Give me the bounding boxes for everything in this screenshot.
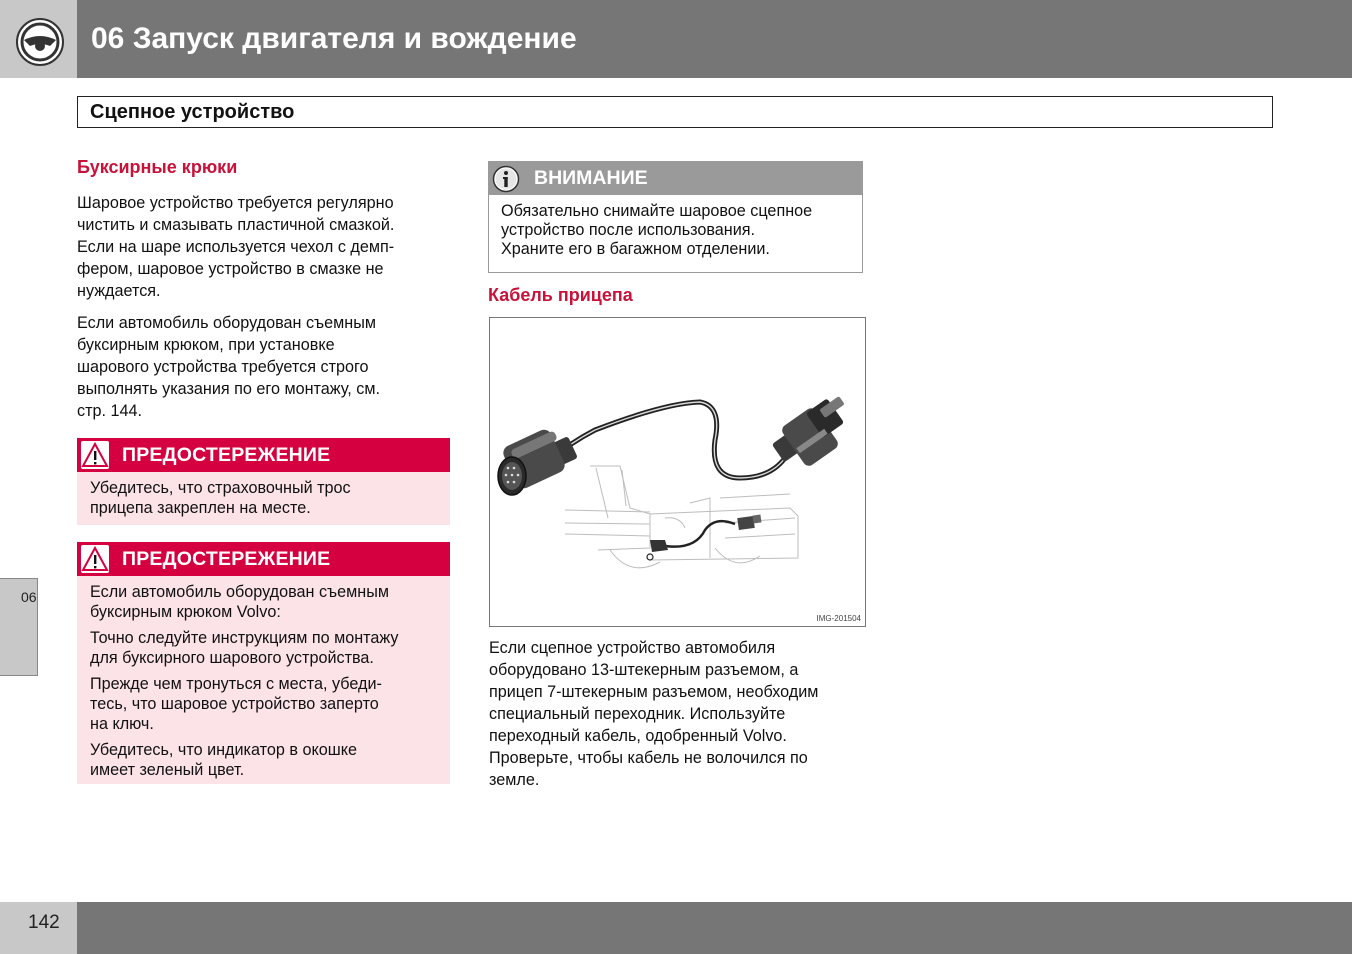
section-title-box xyxy=(77,96,1273,128)
text-line: буксирным крюком, при установке xyxy=(77,336,335,354)
warning-triangle-icon xyxy=(81,545,109,573)
text-line: земле. xyxy=(489,771,540,789)
text-line: специальный переходник. Используйте xyxy=(489,705,786,723)
section-title: Сцепное устройство xyxy=(90,101,295,123)
text-line: прицеп 7-штекерным разъемом, необходим xyxy=(489,683,819,701)
paragraph-tow-hooks-1 xyxy=(77,192,394,302)
heading-trailer-cable: Кабель прицепа xyxy=(488,285,633,305)
text-line: имеет зеленый цвет. xyxy=(90,761,245,779)
paragraph-tow-hooks-2 xyxy=(77,312,380,422)
text-line: стр. 144. xyxy=(77,402,143,420)
warning-header xyxy=(77,438,450,472)
warning-body xyxy=(77,576,450,784)
chapter-title: 06 Запуск двигателя и вождение xyxy=(91,22,577,55)
note-body xyxy=(501,202,812,259)
warning-body xyxy=(77,472,450,525)
text-line: Убедитесь, что индикатор в окошке xyxy=(90,741,357,759)
note-header xyxy=(489,162,862,195)
trailer-cable-drawing xyxy=(490,318,865,626)
text-line: Храните его в багажном отделении. xyxy=(501,240,770,258)
warning-triangle-icon xyxy=(81,441,109,469)
footer-page-box xyxy=(0,902,77,954)
text-line: Если сцепное устройство автомобиля xyxy=(489,639,776,657)
text-line: буксирным крюком Volvo: xyxy=(90,603,281,621)
footer-bar xyxy=(77,902,1352,954)
page-number: 142 xyxy=(28,912,60,933)
text-line: Шаровое устройство требуется регулярно xyxy=(77,194,394,212)
info-icon xyxy=(492,165,520,193)
figure-id-label: IMG-201504 xyxy=(816,614,861,623)
trailer-cable-illustration xyxy=(489,317,866,627)
text-line: для буксирного шарового устройства. xyxy=(90,649,374,667)
text-line: Точно следуйте инструкциям по монтажу xyxy=(90,629,399,647)
header-icon-area xyxy=(0,0,77,78)
warning-header xyxy=(77,542,450,576)
text-line: выполнять указания по его монтажу, см. xyxy=(77,380,380,398)
text-line: тесь, что шаровое устройство заперто xyxy=(90,695,379,713)
heading-tow-hooks: Буксирные крюки xyxy=(77,157,238,177)
text-line: оборудовано 13-штекерным разъемом, а xyxy=(489,661,799,679)
text-line: Убедитесь, что страховочный трос xyxy=(90,479,351,497)
paragraph-trailer-cable xyxy=(489,637,818,791)
text-line: Если автомобиль оборудован съемным xyxy=(90,583,390,601)
chapter-side-tab[interactable] xyxy=(0,578,38,676)
text-line: Если автомобиль оборудован съемным xyxy=(77,314,377,332)
text-line: Прежде чем тронуться с места, убеди- xyxy=(90,675,382,693)
text-line: нуждается. xyxy=(77,282,161,300)
text-line: Проверьте, чтобы кабель не волочился по xyxy=(489,749,808,767)
warning-title: ПРЕДОСТЕРЕЖЕНИЕ xyxy=(122,548,331,570)
text-line: устройство после использования. xyxy=(501,221,756,239)
text-line: Обязательно снимайте шаровое сцепное xyxy=(501,202,813,220)
warning-title: ПРЕДОСТЕРЕЖЕНИЕ xyxy=(122,444,331,466)
warning-box-1 xyxy=(77,438,450,525)
steering-wheel-icon xyxy=(0,0,77,78)
warning-box-2 xyxy=(77,542,450,784)
text-line: шарового устройства требуется строго xyxy=(77,358,369,376)
note-title: ВНИМАНИЕ xyxy=(534,167,648,189)
text-line: чистить и смазывать пластичной смазкой. xyxy=(77,216,395,234)
text-line: прицепа закреплен на месте. xyxy=(90,499,311,517)
text-line: Если на шаре используется чехол с демп- xyxy=(77,238,395,256)
text-line: на ключ. xyxy=(90,715,154,733)
note-box xyxy=(488,161,863,273)
chapter-tab-label: 06 xyxy=(21,589,37,605)
text-line: фером, шаровое устройство в смазке не xyxy=(77,260,384,278)
text-line: переходный кабель, одобренный Volvo. xyxy=(489,727,787,745)
